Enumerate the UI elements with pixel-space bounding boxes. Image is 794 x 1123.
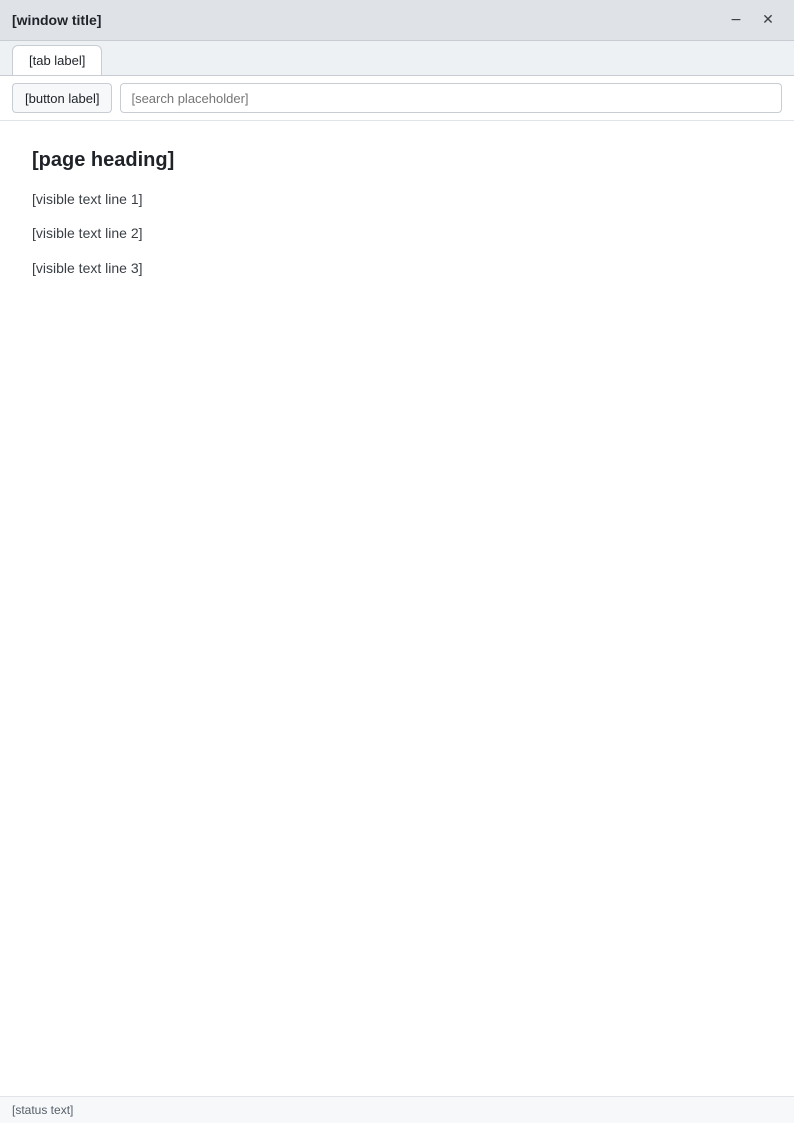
body-text: [visible text line 3] <box>32 259 143 276</box>
toolbar <box>0 76 794 121</box>
status-bar <box>0 1096 794 1123</box>
body-text: [visible text line 2] <box>32 225 143 242</box>
minimize-icon: − <box>730 12 742 28</box>
tab-active[interactable]: [tab label] <box>12 45 102 75</box>
body-text: [visible text line 1] <box>32 191 143 207</box>
search-input[interactable] <box>120 83 782 113</box>
window-title: [window title] <box>12 12 102 28</box>
title-bar <box>0 0 794 41</box>
primary-button[interactable]: [button label] <box>12 83 112 113</box>
page-title: [page heading] <box>32 149 175 171</box>
status-text: [status text] <box>12 1103 74 1117</box>
close-icon: ✕ <box>762 12 774 28</box>
close-button[interactable] <box>754 8 782 32</box>
main-content <box>0 121 794 1096</box>
minimize-button[interactable] <box>722 8 750 32</box>
tab-strip <box>0 41 794 76</box>
